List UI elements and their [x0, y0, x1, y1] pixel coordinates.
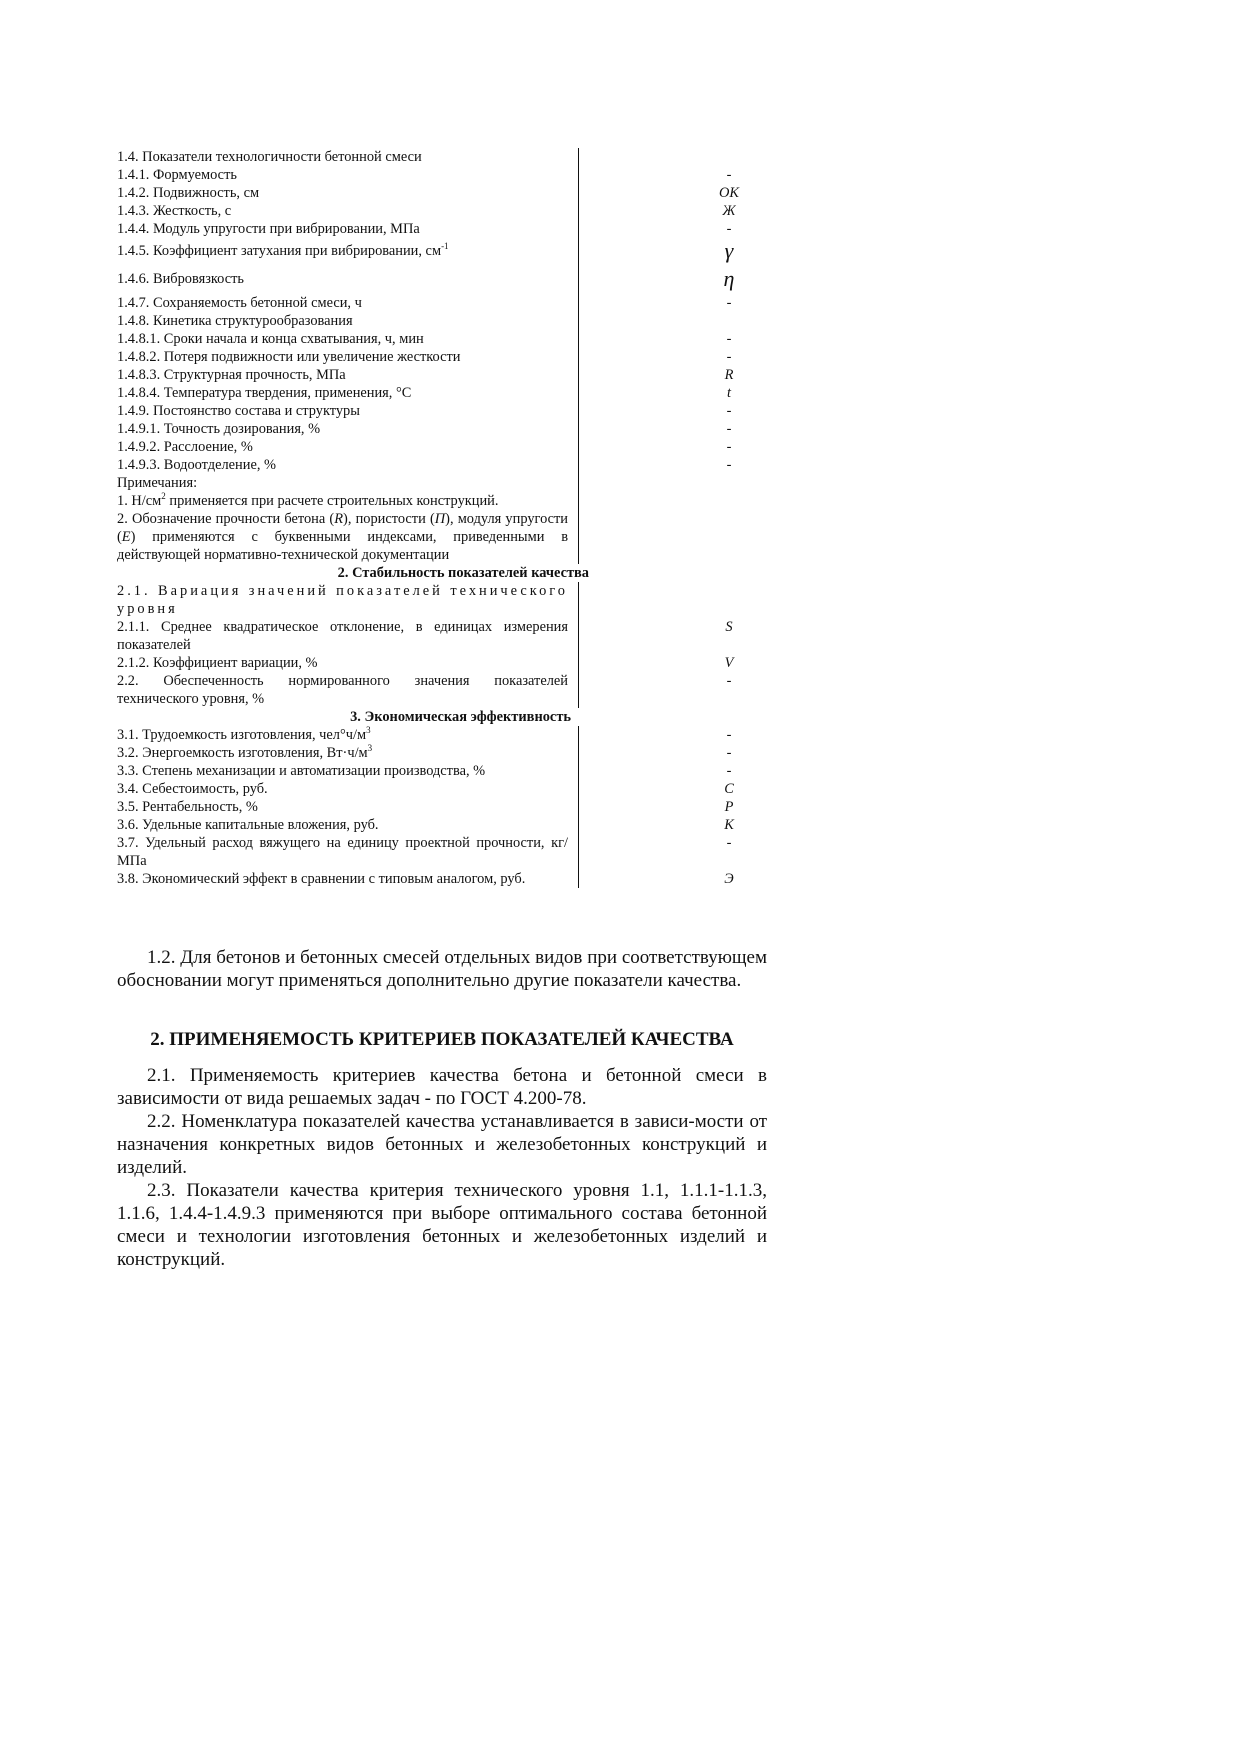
table-row [117, 420, 777, 438]
row-label: 3.8. Экономический эффект в сравнении с типовым аналогом, руб. [117, 870, 579, 888]
row-symbol: - [726, 403, 732, 419]
row-label: 1.4.1. Формуемость [117, 166, 579, 184]
row-symbol: Ж [722, 203, 736, 219]
table-row [117, 834, 777, 870]
row-label: 3.6. Удельные капитальные вложения, руб. [117, 816, 579, 834]
quality-indicators-table [117, 148, 777, 888]
row-label: 1.4.6. Вибровязкость [117, 264, 579, 294]
row-symbol: S [725, 619, 733, 635]
row-label: 1.4.8.1. Сроки начала и конца схватывания, ч, мин [117, 330, 579, 348]
table-row [117, 148, 777, 166]
row-symbol: - [726, 835, 732, 851]
table-row [117, 618, 777, 654]
row-label: 1.4.8.4. Температура твердения, применения, °С [117, 384, 579, 402]
table-row [117, 870, 777, 888]
table-row [117, 582, 777, 618]
row-label: 3.7. Удельный расход вяжущего на единицу проектной прочности, кг/МПа [117, 834, 579, 870]
row-symbol: Р [724, 799, 734, 815]
row-symbol: - [726, 167, 732, 183]
table-row [117, 220, 777, 238]
row-label: 2.1. Вариация значений показателей технического уровня [117, 582, 579, 618]
table-row [117, 330, 777, 348]
row-symbol: V [724, 655, 734, 671]
paragraph-2-3: 2.3. Показатели качества критерия технического уровня 1.1, 1.1.1-1.1.3, 1.1.6, 1.4.4-1.4.9.3 применяются при выборе оптимального состава бетонной смеси и технологии изготовления бетонных и железобетонных изделий и конструкций. [117, 1180, 767, 1270]
row-label: 3.3. Степень механизации и автоматизации производства, % [117, 762, 579, 780]
row-label: 1.4.8. Кинетика структурообразования [117, 312, 579, 330]
table-row [117, 402, 777, 420]
row-symbol: - [726, 221, 732, 237]
row-symbol: - [726, 439, 732, 455]
table-row [117, 384, 777, 402]
section-heading-applicability: 2. ПРИМЕНЯЕМОСТЬ КРИТЕРИЕВ ПОКАЗАТЕЛЕЙ КАЧЕСТВА [150, 1029, 734, 1050]
table-row [117, 294, 777, 312]
row-symbol: - [726, 331, 732, 347]
unit-superscript: 3 [366, 725, 371, 736]
row-label: 1.4.4. Модуль упругости при вибрировании, МПа [117, 220, 579, 238]
notes-block [117, 474, 777, 564]
row-symbol: - [726, 673, 732, 689]
row-label: 1.4.5. Коэффициент затухания при вибрировании, см [117, 243, 442, 259]
row-label: 1.4.9. Постоянство состава и структуры [117, 402, 579, 420]
row-label: 1.4.9.1. Точность дозирования, % [117, 420, 579, 438]
row-label: 3.2. Энергоемкость изготовления, Вт·ч/м [117, 745, 368, 761]
row-symbol: - [726, 457, 732, 473]
table-row [117, 366, 777, 384]
row-symbol: С [724, 781, 734, 797]
row-label: 1.4.9.3. Водоотделение, % [117, 456, 579, 474]
table-row [117, 672, 777, 708]
notes-title: Примечания: [117, 475, 198, 491]
row-symbol: γ [724, 238, 734, 263]
table-row [117, 438, 777, 456]
row-symbol: R [724, 367, 734, 383]
table-row [117, 312, 777, 330]
table-row [117, 762, 777, 780]
table-row [117, 654, 777, 672]
row-label: 1.4.9.2. Расслоение, % [117, 438, 579, 456]
paragraph-2-2: 2.2. Номенклатура показателей качества устанавливается в зависи-мости от назначения конкретных видов бетонных и железобетонных конструкций и изделий. [117, 1111, 767, 1178]
note-1: 1. $Н/см^2$ применяется при расчете строительных конструкций. [117, 491, 499, 509]
row-label: 3.4. Себестоимость, руб. [117, 780, 579, 798]
row-label: 3.5. Рентабельность, % [117, 798, 579, 816]
table-row [117, 238, 777, 264]
row-label: 1.4.7. Сохраняемость бетонной смеси, ч [117, 294, 579, 312]
section-heading-economic: 3. Экономическая эффективность [350, 709, 571, 725]
row-symbol: Э [724, 871, 734, 887]
table-row [117, 798, 777, 816]
table-row [117, 726, 777, 744]
row-symbol: - [726, 745, 732, 761]
row-symbol: t [727, 385, 731, 401]
table-row [117, 456, 777, 474]
row-label: 2.1.1. Среднее квадратическое отклонение, в единицах измерения показателей [117, 618, 579, 654]
row-label: 3.1. Трудоемкость изготовления, чел°ч/м [117, 727, 367, 743]
row-symbol: - [726, 349, 732, 365]
row-label: 1.4.3. Жесткость, с [117, 202, 579, 220]
paragraph-2-1: 2.1. Применяемость критериев качества бетона и бетонной смеси в зависимости от вида решаемых задач - по ГОСТ 4.200-78. [117, 1065, 767, 1109]
note-2: 2. Обозначение прочности бетона (R), пористости (П), модуля упругости (Е) применяются с буквенными индексами, приведенными в действующей нормативно-технической документации [117, 511, 569, 563]
table-row [117, 166, 777, 184]
row-label: 2.2. Обеспеченность нормированного значения показателей технического уровня, % [117, 672, 579, 708]
table-row [117, 348, 777, 366]
row-symbol: η [723, 266, 735, 291]
row-symbol: ОК [719, 185, 739, 201]
table-row [117, 202, 777, 220]
row-symbol: - [726, 727, 732, 743]
table-row [117, 816, 777, 834]
unit-superscript: -1 [441, 241, 449, 252]
section-heading-stability: 2. Стабильность показателей качества [337, 565, 589, 581]
row-label: 2.1.2. Коэффициент вариации, % [117, 654, 579, 672]
row-label: 1.4.2. Подвижность, см [117, 184, 579, 202]
table-row [117, 264, 777, 294]
table-row [117, 184, 777, 202]
row-symbol: - [726, 295, 732, 311]
row-symbol: - [726, 421, 732, 437]
row-symbol: К [724, 817, 734, 833]
row-label: 1.4.8.2. Потеря подвижности или увеличение жесткости [117, 348, 579, 366]
row-label: 1.4.8.3. Структурная прочность, МПа [117, 366, 579, 384]
paragraph-1-2: 1.2. Для бетонов и бетонных смесей отдельных видов при соответствующем обосновании могут применяться дополнительно другие показатели качества. [117, 947, 767, 991]
row-label: 1.4. Показатели технологичности бетонной смеси [117, 148, 579, 166]
table-row [117, 744, 777, 762]
unit-superscript: 3 [367, 743, 373, 754]
section-2-paragraphs [117, 1064, 767, 1271]
row-symbol: - [726, 763, 732, 779]
table-row [117, 780, 777, 798]
